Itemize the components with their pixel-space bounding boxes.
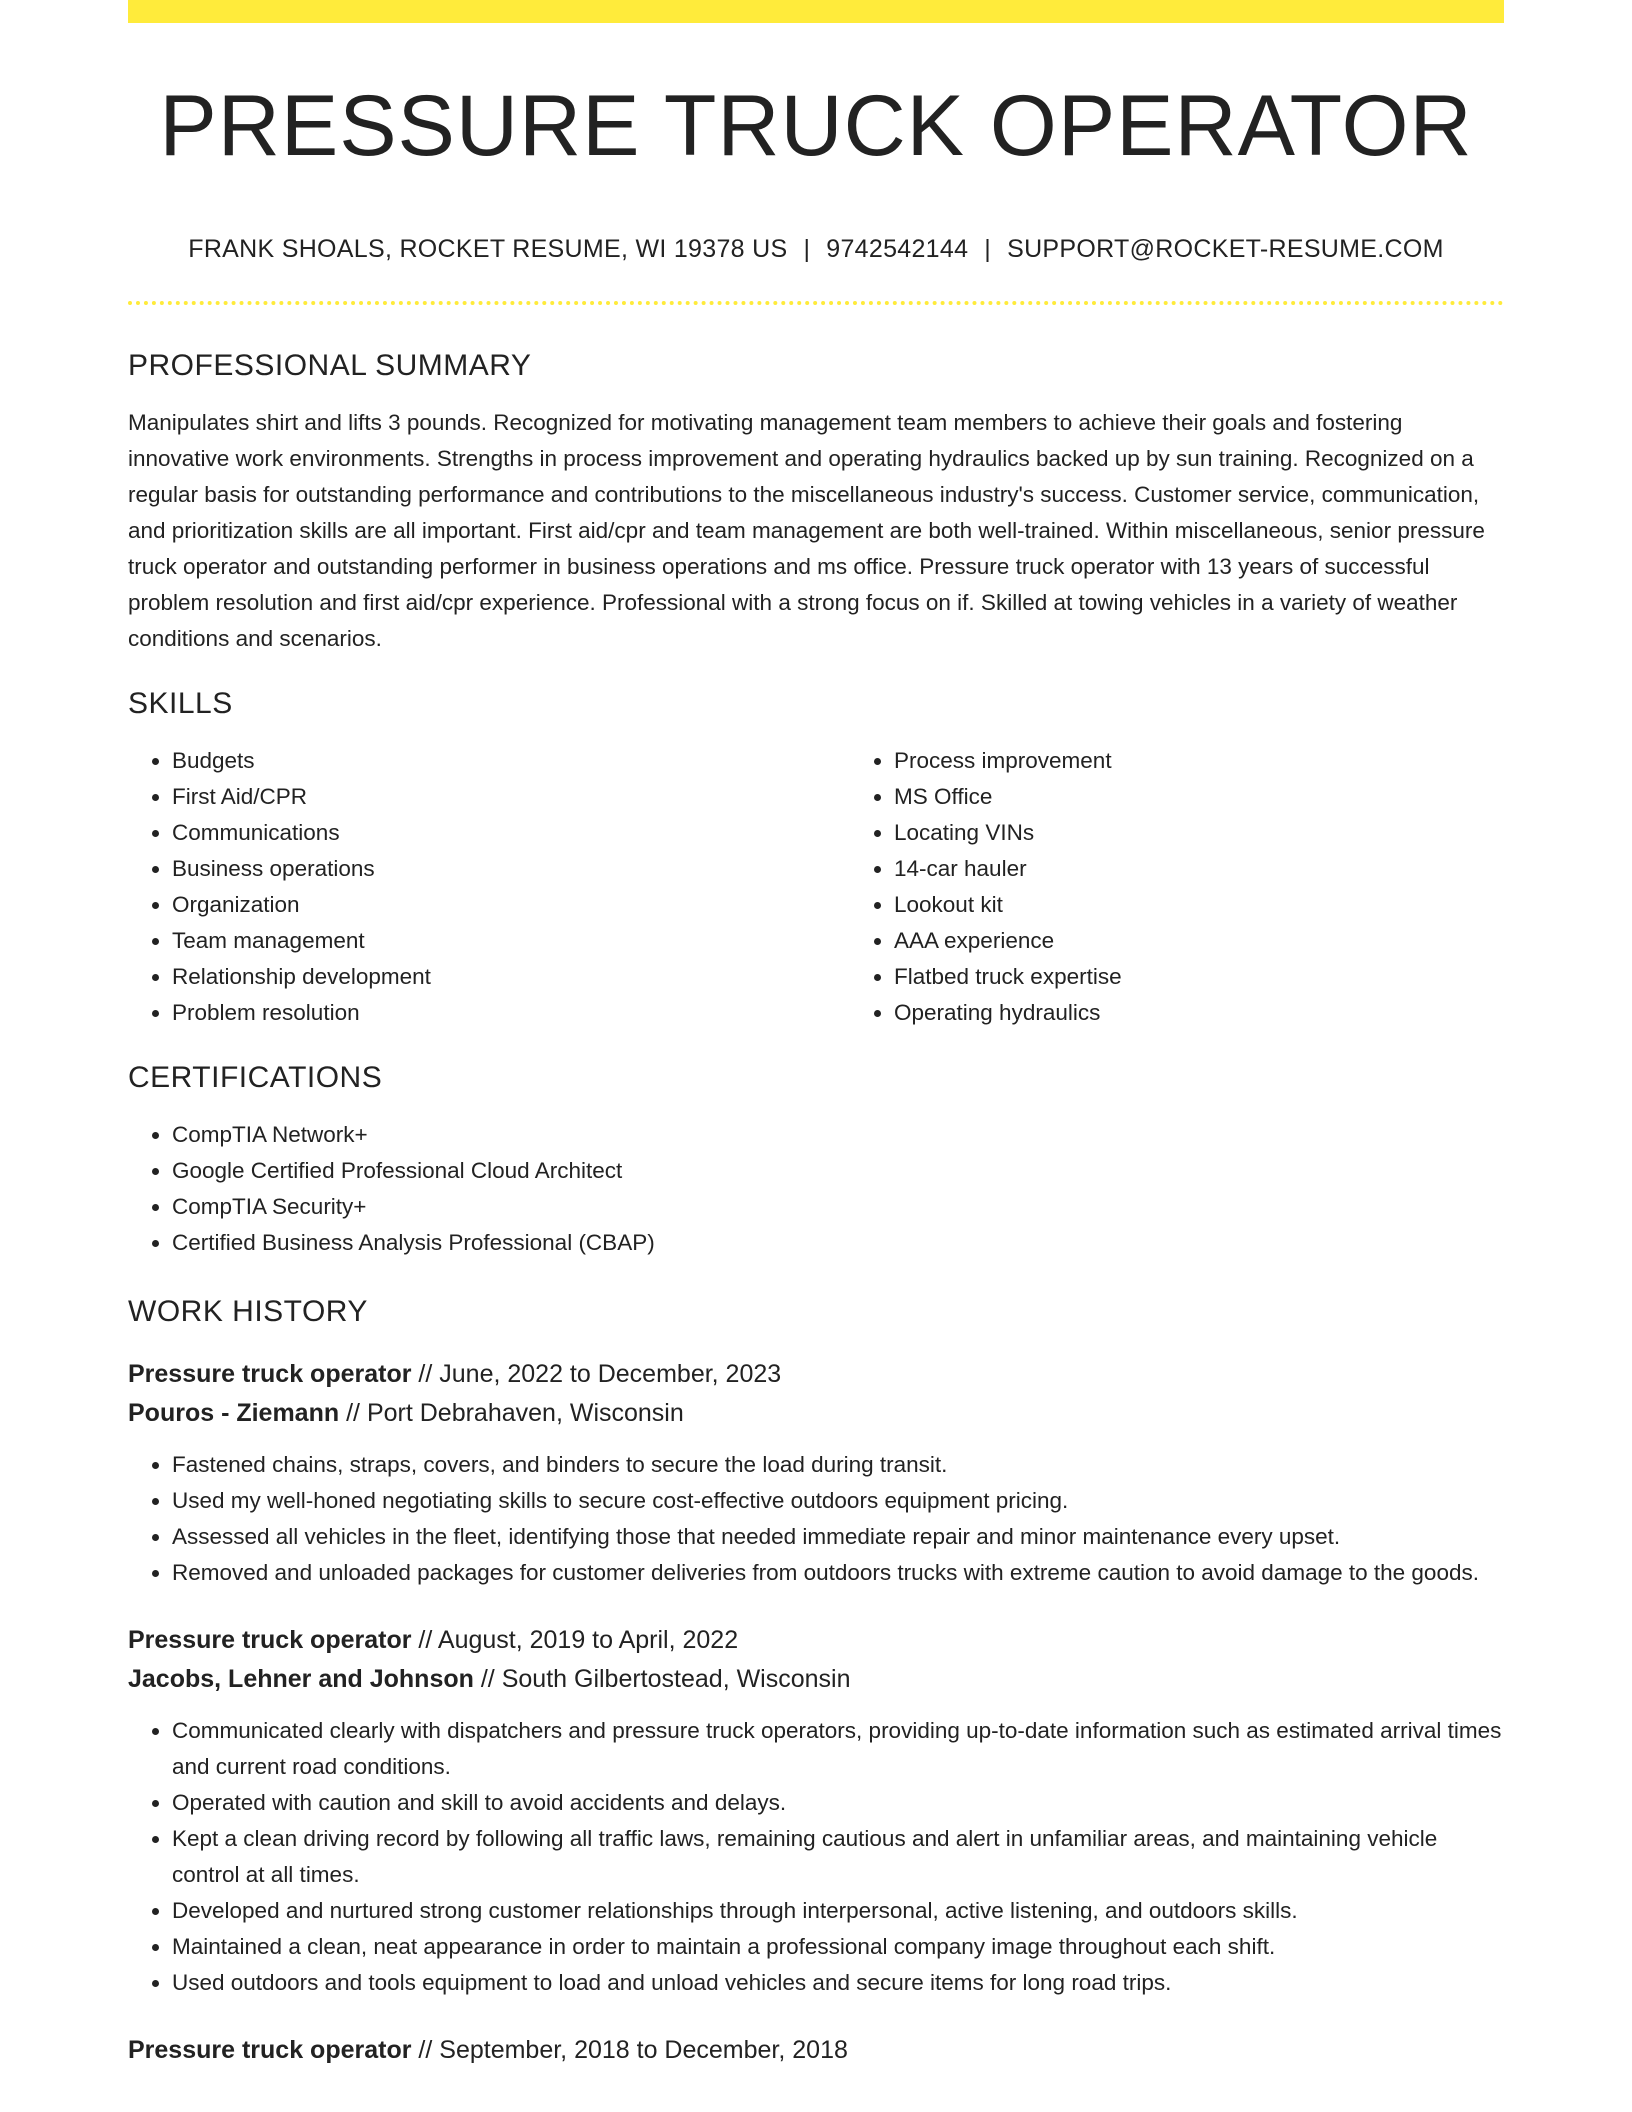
job-company: Pouros - Ziemann: [128, 1399, 340, 1427]
job-bullets: [128, 1447, 1504, 1591]
skill-item: • 14-car hauler: [894, 851, 1504, 887]
work-history-heading: WORK HISTORY: [128, 1295, 368, 1328]
job-bullet: • Kept a clean driving record by following all traffic laws, remaining cautious and alert in unfamiliar areas, and maintaining vehicle control at all times.: [172, 1821, 1504, 1893]
job-dates: August, 2019 to April, 2022: [437, 1626, 739, 1654]
skill-item: • Communications: [172, 815, 850, 851]
job-separator: //: [480, 1665, 495, 1693]
job-bullet: • Removed and unloaded packages for customer deliveries from outdoors trucks with extreme caution to avoid damage to the goods.: [172, 1555, 1504, 1591]
contact-email: SUPPORT@ROCKET-RESUME.COM: [1007, 235, 1444, 263]
job-separator: //: [418, 1360, 433, 1388]
skills-heading: SKILLS: [128, 687, 233, 720]
job-company: Jacobs, Lehner and Johnson: [128, 1665, 474, 1693]
job-bullet: • Operated with caution and skill to avoid accidents and delays.: [172, 1785, 1504, 1821]
job-title-line: [128, 1621, 1504, 1660]
contact-line: [128, 235, 1504, 264]
skill-item: • Business operations: [172, 851, 850, 887]
certification-item: • Google Certified Professional Cloud Architect: [172, 1153, 1504, 1189]
job-bullet: • Developed and nurtured strong customer relationships through interpersonal, active listening, and outdoors skills.: [172, 1893, 1504, 1929]
job-bullet: • Maintained a clean, neat appearance in order to maintain a professional company image throughout each shift.: [172, 1929, 1504, 1965]
skill-item: • Problem resolution: [172, 995, 850, 1031]
summary-section: [128, 349, 1504, 657]
job-bullet: • Fastened chains, straps, covers, and binders to secure the load during transit.: [172, 1447, 1504, 1483]
job-bullets: [128, 1713, 1504, 2001]
job-dates: September, 2018 to December, 2018: [439, 2036, 848, 2064]
certification-item: • Certified Business Analysis Professional (CBAP): [172, 1225, 1504, 1261]
skill-item: • Relationship development: [172, 959, 850, 995]
job-entry: [128, 1355, 1504, 1591]
job-title: Pressure truck operator: [128, 1626, 412, 1654]
job-entry: [128, 2031, 1504, 2070]
skill-item: • Organization: [172, 887, 850, 923]
job-separator: //: [418, 2036, 433, 2064]
skill-item: • Operating hydraulics: [894, 995, 1504, 1031]
job-bullet: • Used my well-honed negotiating skills to secure cost-effective outdoors equipment pricing.: [172, 1483, 1504, 1519]
job-title: Pressure truck operator: [128, 1360, 412, 1388]
job-company-line: [128, 1394, 1504, 1433]
work-history-section: [128, 1295, 1504, 2070]
contact-separator: |: [803, 235, 811, 263]
job-company-line: [128, 1660, 1504, 1699]
certifications-heading: CERTIFICATIONS: [128, 1061, 383, 1094]
job-title: Pressure truck operator: [128, 2036, 412, 2064]
skills-columns: [128, 743, 1504, 1031]
job-title-line: [128, 1355, 1504, 1394]
job-bullet: • Assessed all vehicles in the fleet, identifying those that needed immediate repair and minor maintenance every upset.: [172, 1519, 1504, 1555]
certification-item: • CompTIA Security+: [172, 1189, 1504, 1225]
skill-item: • Flatbed truck expertise: [894, 959, 1504, 995]
skills-list-left: [128, 743, 850, 1031]
job-dates: June, 2022 to December, 2023: [439, 1360, 782, 1388]
skill-item: • AAA experience: [894, 923, 1504, 959]
skill-item: • Team management: [172, 923, 850, 959]
skills-list-right: [850, 743, 1504, 1031]
job-separator: //: [418, 1626, 433, 1654]
dotted-divider: [128, 301, 1504, 305]
job-entry: [128, 1621, 1504, 2001]
skill-item: • Process improvement: [894, 743, 1504, 779]
contact-address: FRANK SHOALS, ROCKET RESUME, WI 19378 US: [188, 235, 788, 263]
certifications-list: [128, 1117, 1504, 1261]
job-bullet: • Used outdoors and tools equipment to load and unload vehicles and secure items for long road trips.: [172, 1965, 1504, 2001]
job-separator: //: [346, 1399, 360, 1427]
certification-item: • CompTIA Network+: [172, 1117, 1504, 1153]
skill-item: • Locating VINs: [894, 815, 1504, 851]
skill-item: • Budgets: [172, 743, 850, 779]
skill-item: • MS Office: [894, 779, 1504, 815]
resume-page: [128, 0, 1504, 2070]
job-bullet: • Communicated clearly with dispatchers and pressure truck operators, providing up-to-date information such as estimated arrival times and current road conditions.: [172, 1713, 1504, 1785]
certifications-section: [128, 1061, 1504, 1261]
skills-section: [128, 687, 1504, 1031]
resume-title: PRESSURE TRUCK OPERATOR: [159, 78, 1473, 174]
summary-heading: PROFESSIONAL SUMMARY: [128, 349, 532, 382]
job-title-line: [128, 2031, 1504, 2070]
contact-separator: |: [984, 235, 992, 263]
top-accent-bar: [128, 0, 1504, 23]
job-location: South Gilbertostead, Wisconsin: [501, 1665, 851, 1693]
contact-phone: 9742542144: [826, 235, 969, 263]
summary-text: Manipulates shirt and lifts 3 pounds. Recognized for motivating management team members to achieve their goals and fostering innovative work environments. Strengths in process improvement and operating hydraulics backed up by sun training. Recognized on a regular basis for outstanding performance and contributions to the miscellaneous industry's success. Customer service, communication, and prioritization skills are all important. First aid/cpr and team management are both well-trained. Within miscellaneous, senior pressure truck operator and outstanding performer in business operations and ms office. Pressure truck operator with 13 years of successful problem resolution and first aid/cpr experience. Professional with a strong focus on if. Skilled at towing vehicles in a variety of weather conditions and scenarios.: [128, 410, 1485, 651]
job-location: Port Debrahaven, Wisconsin: [366, 1399, 684, 1427]
skill-item: • Lookout kit: [894, 887, 1504, 923]
skill-item: • First Aid/CPR: [172, 779, 850, 815]
